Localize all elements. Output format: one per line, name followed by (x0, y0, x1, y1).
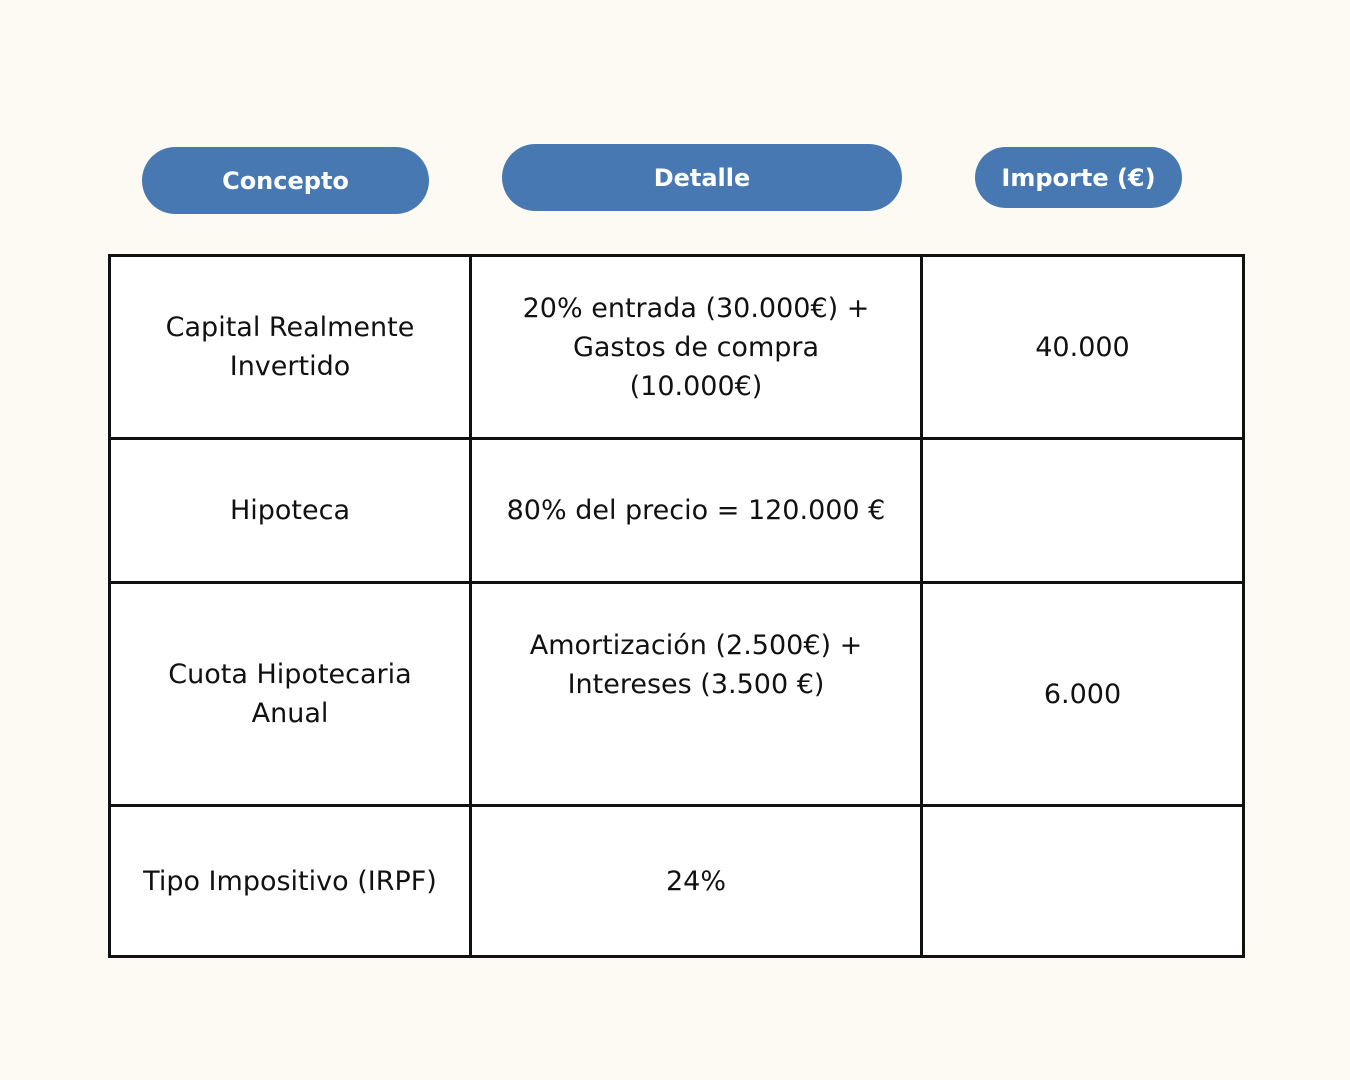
concepto-text: Hipoteca (229, 495, 351, 526)
table-row (110, 439, 1244, 583)
cell-concepto (110, 806, 471, 957)
cell-importe (922, 256, 1244, 439)
header-pill-detalle: Detalle (502, 144, 902, 211)
header-pill-importe: Importe (€) (975, 147, 1182, 208)
cell-detalle (471, 439, 922, 583)
summary-table (108, 254, 1245, 958)
cell-importe (922, 583, 1244, 806)
table-row (110, 256, 1244, 439)
detalle-text: 24% (665, 865, 726, 897)
importe-text: 6.000 (1043, 678, 1122, 710)
detalle-text: 80% del precio = 120.000 € (506, 495, 886, 526)
table-row (110, 583, 1244, 806)
cell-importe (922, 806, 1244, 957)
detalle-text: Amortización (2.500€) + Intereses (3.500 €) (529, 630, 863, 700)
concepto-text: Capital Realmente Invertido (165, 312, 415, 382)
cell-concepto (110, 439, 471, 583)
detalle-text: 20% entrada (30.000€) + Gastos de compra (10.000€) (522, 292, 870, 402)
cell-detalle (471, 806, 922, 957)
concepto-text: Cuota Hipotecaria Anual (168, 659, 412, 729)
importe-text: 40.000 (1035, 331, 1130, 363)
cell-detalle (471, 583, 922, 806)
cell-importe (922, 439, 1244, 583)
cell-concepto (110, 583, 471, 806)
cell-concepto (110, 256, 471, 439)
header-pill-concepto: Concepto (142, 147, 429, 214)
concepto-text: Tipo Impositivo (IRPF) (143, 865, 437, 897)
table-row (110, 806, 1244, 957)
cell-detalle (471, 256, 922, 439)
